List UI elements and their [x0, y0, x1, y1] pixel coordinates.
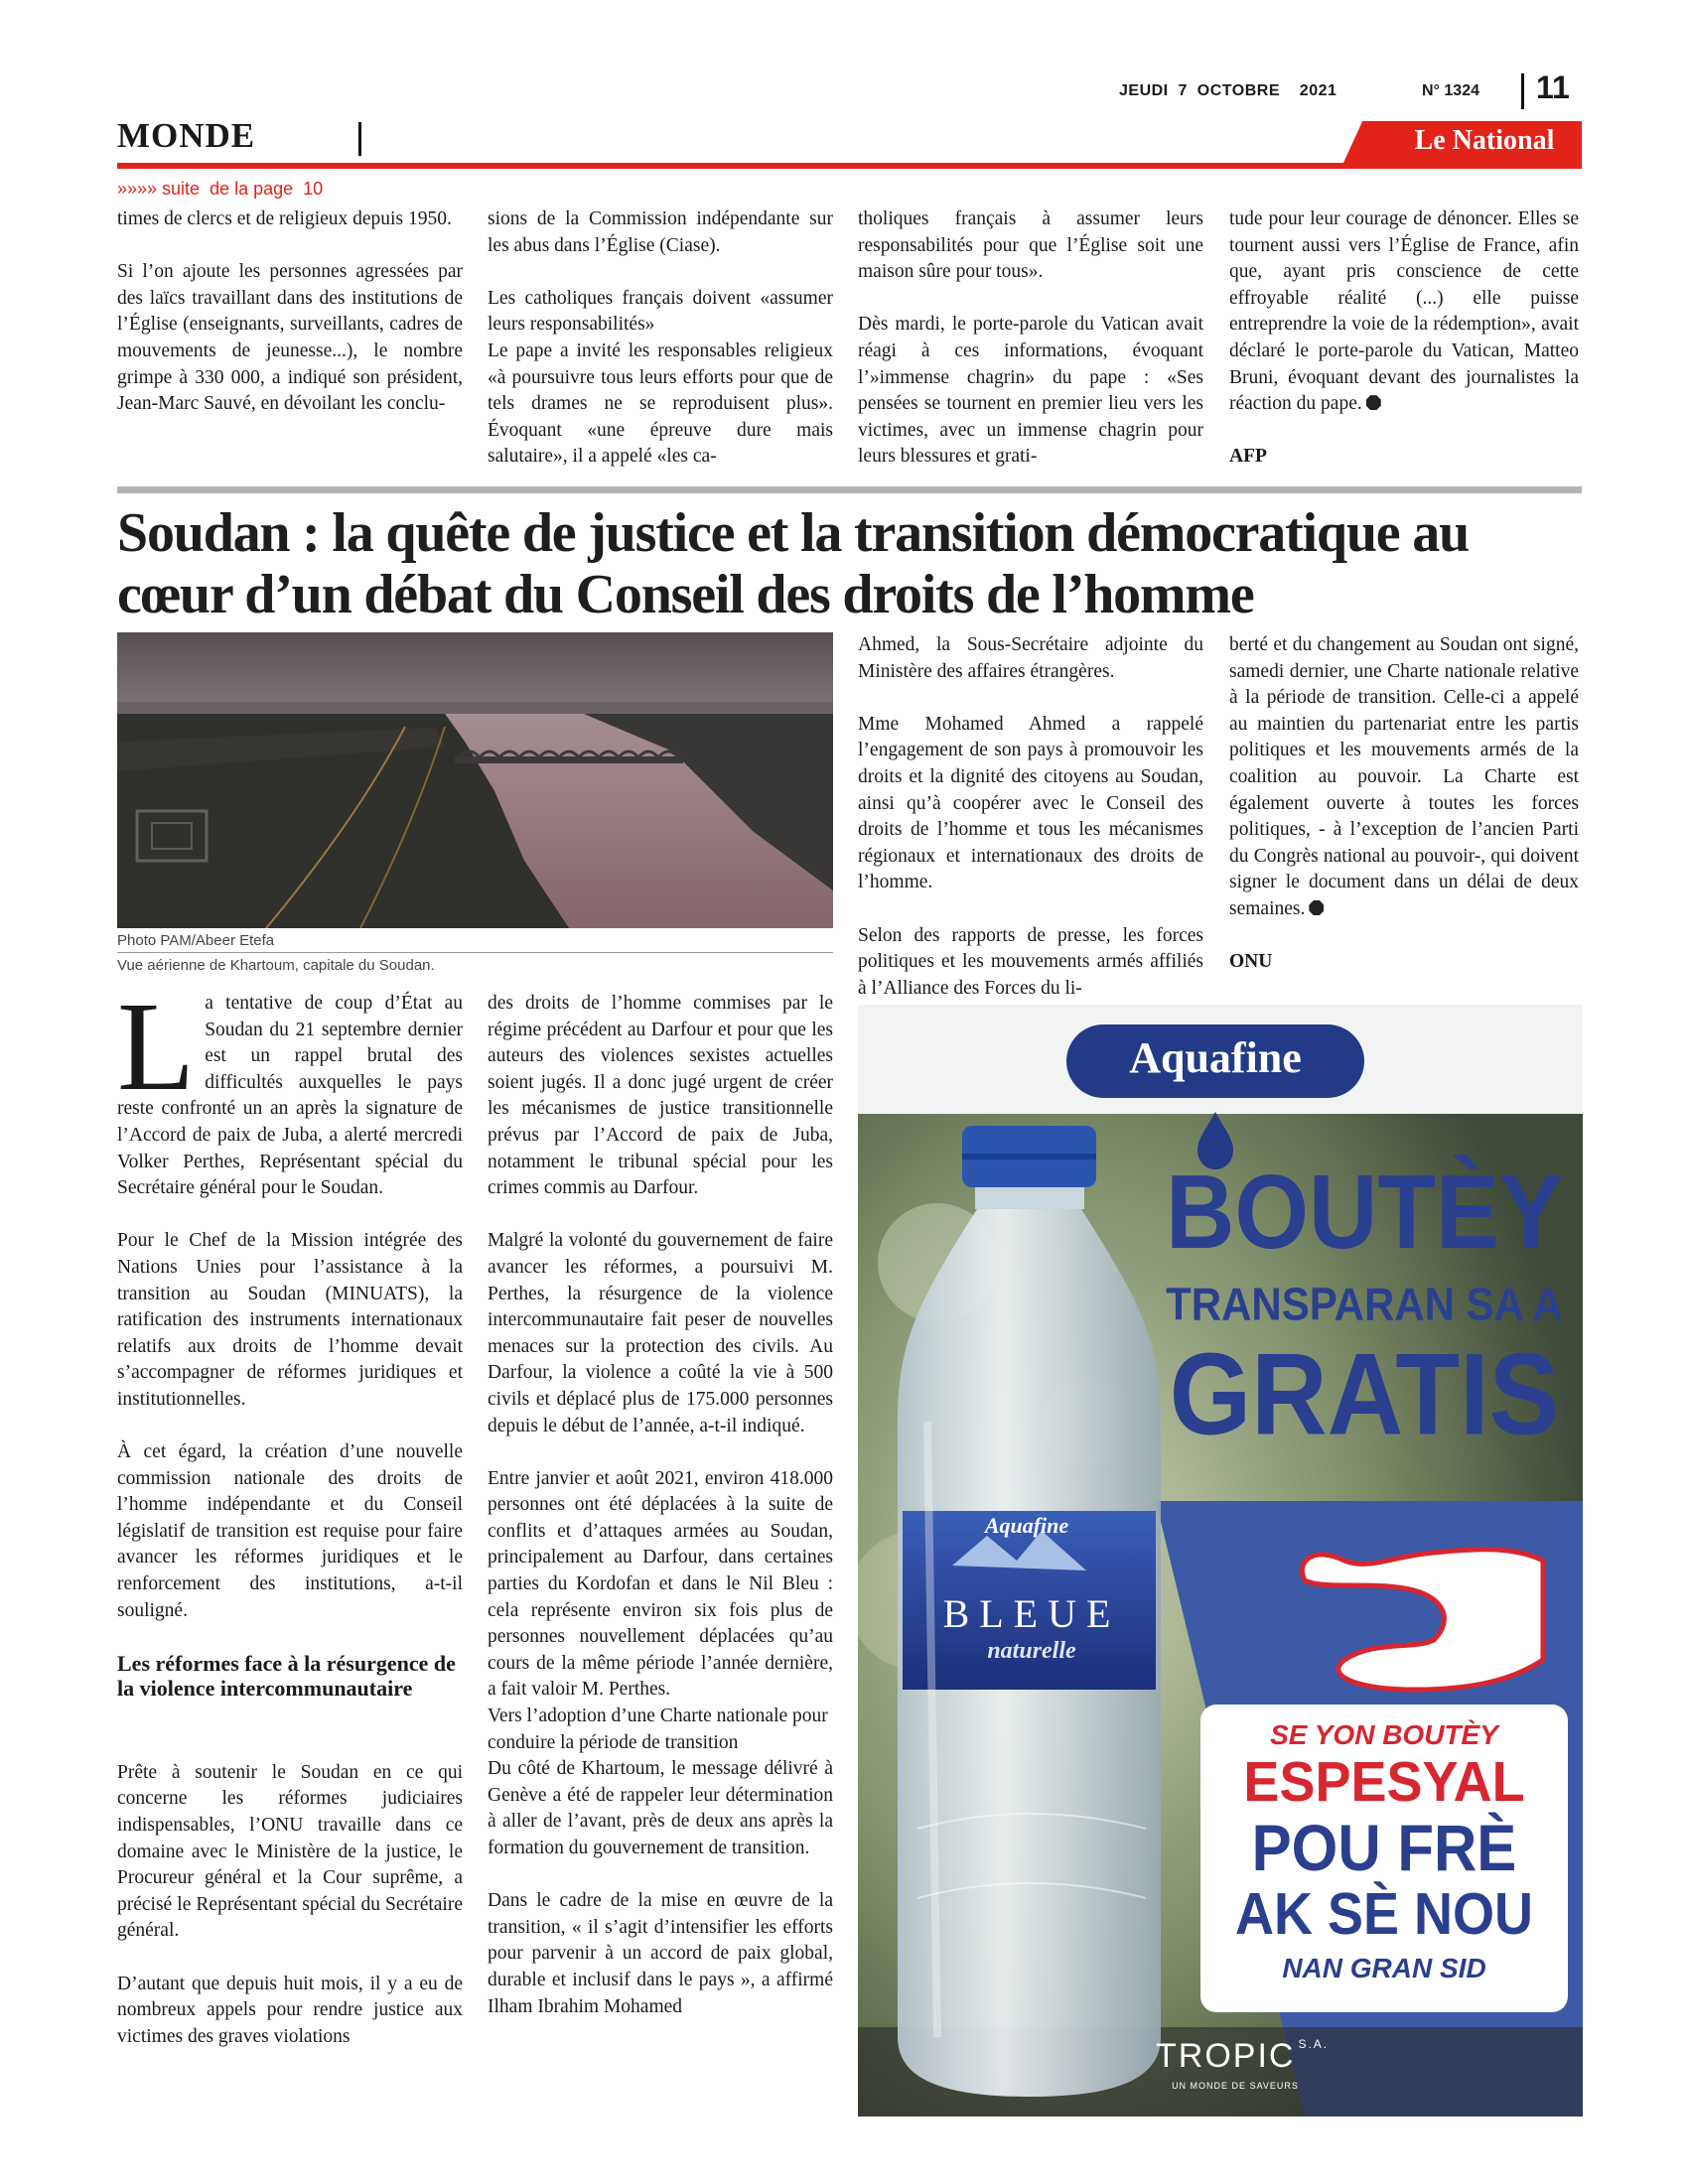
paragraph: D’autant que depuis huit mois, il y a eu de nombreux appels pour rendre justice aux victimes des graves violations	[117, 1973, 463, 2047]
paragraph: Dès mardi, le porte-parole du Vatican avait réagi à ces informations, évoquant l’»immense chagrin» du pape : «Ses pensées se tournent en premier lieu vers les victimes, avec un immense chagrin pour leurs blessures et grati-	[858, 314, 1203, 468]
section-subtitle: Vers l’adoption d’une Charte nationale pour conduire la période de transition	[488, 1706, 828, 1753]
end-mark-icon	[1366, 395, 1381, 410]
headline-line-2: cœur d’un débat du Conseil des droits de l’homme	[117, 564, 1254, 625]
paragraph: berté et du changement au Soudan ont signé, samedi dernier, une Charte nationale relative à la période de transition. Celle-ci a appelé au maintien du partenariat entre les partis politiques et les mouvements armés de la coalition au pouvoir. La Charte est également ouverte à toutes les forces politiques, - à l’exception de l’ancien Parti du Congrès national au pouvoir-, qui doivent signer le document dans un délai de deux semaines.	[1229, 634, 1579, 919]
section-divider	[358, 122, 361, 156]
ad-tag-3: POU FRÈ	[1251, 1811, 1517, 1885]
page-number-divider	[1521, 73, 1524, 109]
paragraph: Ahmed, la Sous-Secrétaire adjointe du Ministère des affaires étrangères.	[858, 634, 1203, 682]
sponsor-tagline: UN MONDE DE SAVEURS	[1172, 2081, 1299, 2091]
paragraph: Si l’on ajoute les personnes agressées par des laïcs travaillant dans des institutions de l’Église (enseignants, surveillants, cadres de mouvements de jeunesse...), le nombre grimpe à 330 000, a indiqué son président, Jean-Marc Sauvé, en dévoilant les conclu-	[117, 261, 463, 415]
end-mark-icon	[1309, 900, 1324, 915]
paragraph: Entre janvier et août 2021, environ 418.000 personnes ont été déplacées à la suite de conflits et d’attaques armées au Soudan, principalement au Darfour, dans certaines parties du Kordofan et dans le Nil Bleu : cela représente environ six fois plus de personnes nouvellement déplacées qu’au cours de la même période l’année dernière, a fait valoir M. Perthes.	[488, 1467, 833, 1701]
ad-headline-1: BOUTÈY	[1165, 1154, 1564, 1272]
ad-headline-2: TRANSPARAN SA A	[1166, 1278, 1563, 1330]
paragraph: Le pape a invité les responsables religieux «à poursuivre tous leurs efforts pour que de tels drames ne se reproduisent plus». Évoquant «une épreuve dure mais salutaire», il a appelé «les ca-	[488, 340, 833, 468]
page-number: 11	[1536, 69, 1570, 105]
paragraph: Malgré la volonté du gouvernement de faire avancer les réformes, a poursuivi M. Perthes, la résurgence de la violence intercommunautaire fait peser de nouvelles menaces sur la protection des civils. Au Darfour, la violence a coûté la vie à 500 civils et déplacé plus de 175.000 personnes depuis le début de l’année, a-t-il indiqué.	[488, 1230, 833, 1436]
byline: AFP	[1229, 446, 1267, 468]
top-article-col-1	[117, 206, 463, 418]
section-title: MONDE	[117, 116, 256, 155]
paragraph: tholiques français à assumer leurs responsabilités pour que l’Église soit une maison sûre pour tous».	[858, 208, 1203, 283]
bottle-label-sub: naturelle	[987, 1638, 1076, 1664]
sponsor-suffix: S.A.	[1298, 2037, 1330, 2051]
continuation-note: »»»» suite de la page 10	[117, 179, 324, 199]
paragraph: Selon des rapports de presse, les forces politiques et les mouvements armés affiliés à l’Alliance des Forces du li-	[858, 924, 1203, 999]
article-separator	[117, 486, 1582, 493]
headline-line-1: Soudan : la quête de justice et la transition démocratique au	[117, 502, 1470, 564]
top-article-col-3	[858, 206, 1203, 471]
paragraph: des droits de l’homme commises par le régime précédent au Darfour et pour que les auteurs des violences sexistes actuelles soient jugés. Il a donc jugé urgent de créer les mécanismes de justice transitionnelle prévus par l’Accord de paix de Juba, notamment le tribunal spécial pour les crimes commis au Darfour.	[488, 993, 833, 1199]
ad-brand-logo: Aquafine	[1129, 1033, 1302, 1082]
paragraph: a tentative de coup d’État au Soudan du 21 septembre dernier est un rappel brutal des difficultés auxquelles le pays reste confronté un an après la signature de l’Accord de paix de Juba, a alerté mercredi Volker Perthes, Représentant spécial du Secrétaire général pour le Soudan.	[117, 993, 463, 1199]
top-article-col-4	[1229, 206, 1579, 471]
paragraph: tude pour leur courage de dénoncer. Elles se tournent aussi vers l’Église de France, afin que, ayant pris conscience de cette effroyable réalité (...) elle puisse entreprendre la voie de la rédemption», avait déclaré le porte-parole du Vatican, Matteo Bruni, évoquant devant des journalistes la réaction du pape.	[1229, 208, 1579, 415]
paragraph: sions de la Commission indépendante sur les abus dans l’Église (Ciase).	[488, 208, 833, 256]
ad-headline-3: GRATIS	[1169, 1330, 1560, 1459]
paragraph: Les catholiques français doivent «assumer leurs responsabilités»	[488, 287, 833, 336]
headline	[117, 502, 1587, 625]
main-article-col-4	[1229, 632, 1579, 976]
paragraph: times de clercs et de religieux depuis 1950.	[117, 208, 452, 229]
sponsor-logo	[1156, 2037, 1330, 2076]
photo-credit: Photo PAM/Abeer Etefa	[117, 932, 275, 949]
dropcap: L	[117, 976, 196, 1117]
sponsor-name: TROPIC	[1156, 2037, 1296, 2075]
paragraph: Pour le Chef de la Mission intégrée des Nations Unies pour l’assistance à la transition au Soudan (MINUATS), la ratification des instruments internationaux relatifs aux droits de l’homme devait s’accompagner de réformes juridiques et institutionnelles.	[117, 1230, 463, 1410]
paragraph: Prête à soutenir le Soudan en ce qui concerne les réformes judiciaires indispensables, l’ONU travaille dans ce domaine avec le Ministère de la justice, le Procureur général et la Cour suprême, a précisé le Représentant spécial du Secrétaire général.	[117, 1761, 463, 1942]
main-article-col-1	[117, 976, 463, 2050]
ad-tag-2: ESPESYAL	[1243, 1750, 1525, 1814]
red-rule	[117, 163, 1582, 169]
advertisement	[858, 1005, 1583, 2116]
ad-tag-5: NAN GRAN SID	[1282, 1953, 1486, 1983]
main-article-col-3	[858, 632, 1203, 1002]
top-article-col-2	[488, 206, 833, 471]
paragraph: À cet égard, la création d’une nouvelle commission nationale des droits de l’homme indépendante et du Conseil législatif de transition est requise pour faire avancer les réformes juridiques et le renforcement des institutions, a-t-il souligné.	[117, 1441, 463, 1621]
bottle-label-brand: Aquafine	[984, 1513, 1069, 1538]
ad-tag-1: SE YON BOUTÈY	[1270, 1719, 1498, 1750]
date-line: JEUDI 7 OCTOBRE 2021	[1119, 82, 1337, 99]
byline: ONU	[1229, 951, 1273, 973]
bottle-label-product: BLEUE	[942, 1591, 1121, 1636]
paragraph: Dans le cadre de la mise en œuvre de la transition, « il s’agit d’intensifier les efforts pour parvenir à un accord de paix global, durable et inclusif dans le pays », a affirmé Ilham Ibrahim Mohamed	[488, 1890, 833, 2017]
subheading: Les réformes face à la résurgence de la violence intercommunautaire	[117, 1650, 456, 1701]
paragraph: Du côté de Khartoum, le message délivré à Genève a été de rappeler leur détermination à aller de l’avant, près de deux ans après la formation du gouvernement de transition.	[488, 1758, 833, 1858]
photo-caption: Vue aérienne de Khartoum, capitale du Soudan.	[117, 957, 435, 974]
paper-name: Le National	[1414, 125, 1555, 156]
ad-tag-4: AK SÈ NOU	[1234, 1881, 1534, 1947]
photo-credit-rule	[117, 952, 833, 953]
main-article-col-2	[488, 991, 833, 2020]
issue-number: N° 1324	[1422, 82, 1479, 99]
paragraph: Mme Mohamed Ahmed a rappelé l’engagement de son pays à promouvoir les droits et la dignité des citoyens au Soudan, ainsi qu’à coopérer avec le Conseil des droits de l’homme et tous les mécanismes régionaux et internationaux des droits de l’homme.	[858, 713, 1203, 893]
khartoum-aerial-photo	[117, 632, 833, 928]
